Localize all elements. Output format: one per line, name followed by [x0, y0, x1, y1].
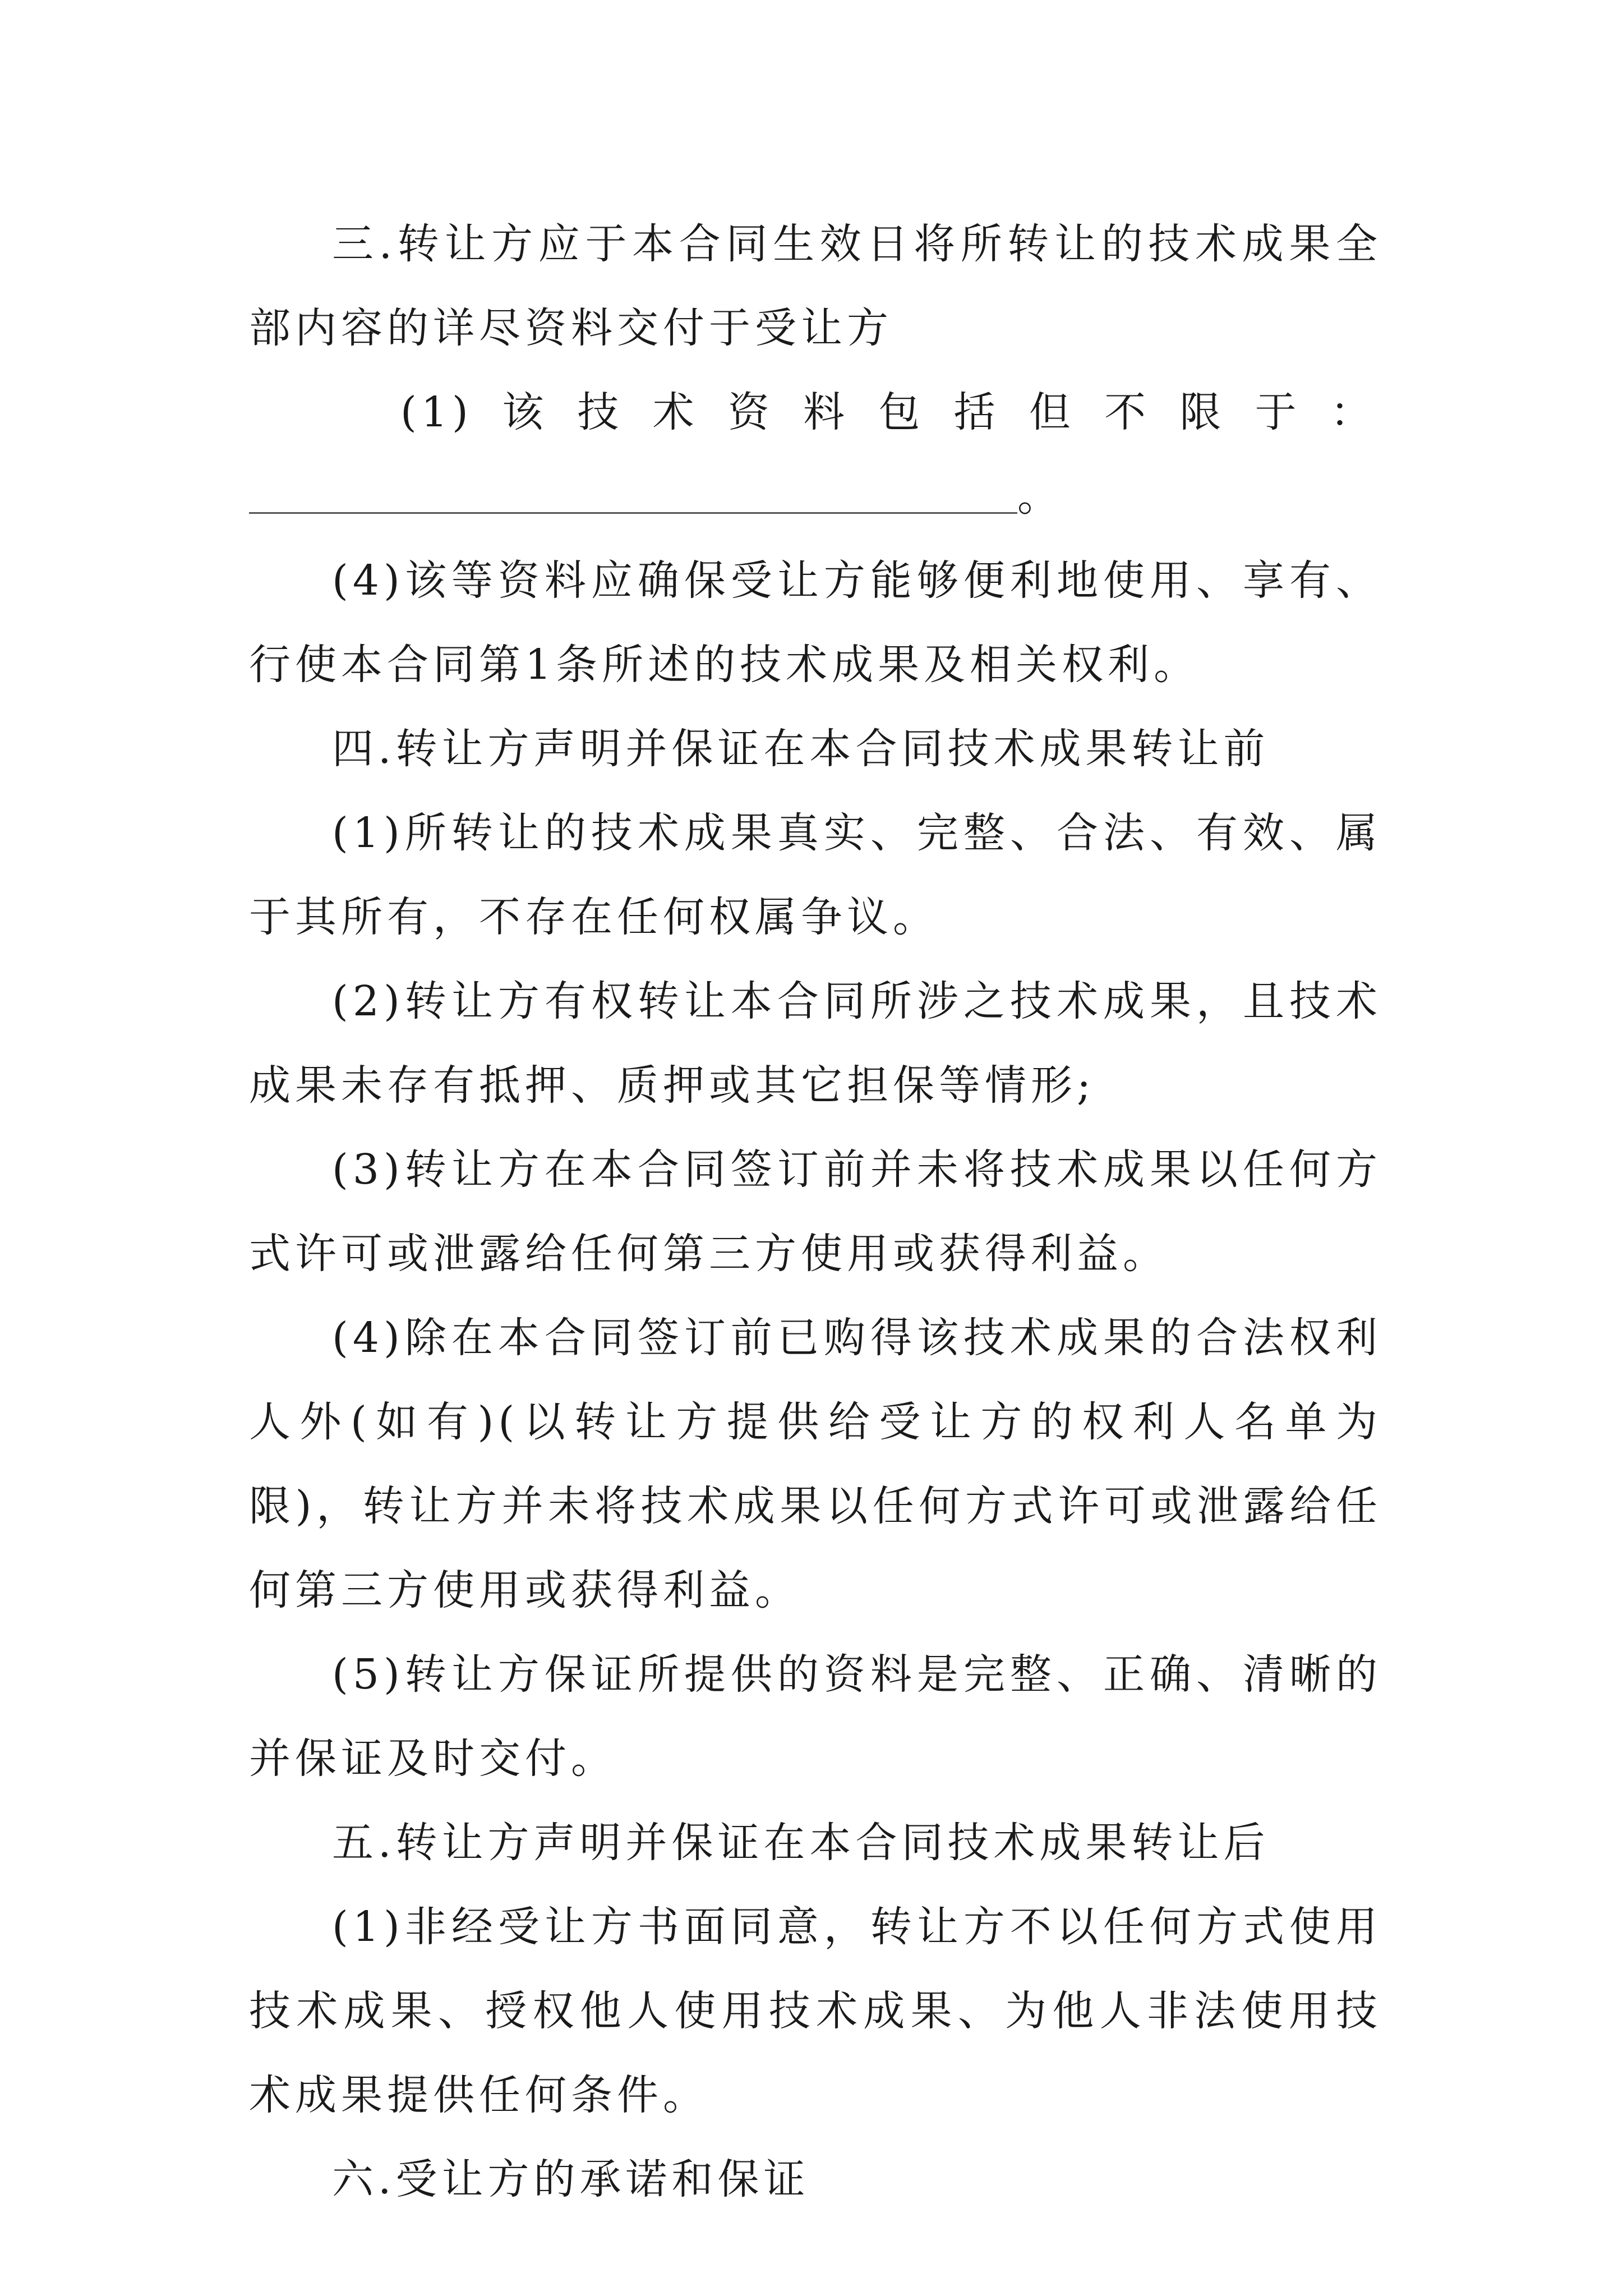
item-1-char: 料 — [803, 388, 850, 436]
blank-period: 。 — [1017, 472, 1063, 521]
item-1-line — [249, 370, 1382, 454]
paragraph-section-4-item-4: (4)除在本合同签订前已购得该技术成果的合法权利人外(如有)(以转让方提供给受让方的权利人名单为限)，转让方并未将技术成果以任何方式许可或泄露给任何第三方使用或获得利益。 — [249, 1314, 1382, 1614]
item-1-char: 该 — [502, 388, 548, 436]
item-1-char: 包 — [878, 388, 925, 436]
item-1-char: 资 — [727, 388, 774, 436]
paragraph-section-5: 五.转让方声明并保证在本合同技术成果转让后 — [332, 1819, 1270, 1867]
item-1-char: 限 — [1179, 388, 1226, 436]
paragraph-section-4-item-1: (1)所转让的技术成果真实、完整、合法、有效、属于其所有，不存在任何权属争议。 — [249, 809, 1382, 941]
item-1-char: (1) — [400, 388, 473, 436]
item-1-char: 括 — [953, 388, 1000, 436]
paragraph-section-4-item-3: (3)转让方在本合同签订前并未将技术成果以任何方式许可或泄露给任何第三方使用或获得利益。 — [249, 1145, 1382, 1278]
fill-in-blank-line — [249, 477, 1017, 514]
paragraph-section-6: 六.受让方的承诺和保证 — [332, 2155, 810, 2203]
paragraph-section-4-item-2: (2)转让方有权转让本合同所涉之技术成果，且技术成果未存有抵押、质押或其它担保等情形; — [249, 977, 1382, 1110]
item-1-char: ： — [1330, 388, 1376, 436]
paragraph-item-4-materials: (4)该等资料应确保受让方能够便利地使用、享有、行使本合同第1条所述的技术成果及相关权利。 — [249, 556, 1382, 689]
item-1-char: 不 — [1104, 388, 1151, 436]
paragraph-section-4: 四.转让方声明并保证在本合同技术成果转让前 — [332, 725, 1270, 773]
paragraph-section-4-item-5: (5)转让方保证所提供的资料是完整、正确、清晰的并保证及时交付。 — [249, 1650, 1382, 1783]
paragraph-section-3: 三.转让方应于本合同生效日将所转让的技术成果全部内容的详尽资料交付于受让方 — [249, 220, 1382, 352]
item-1-char: 术 — [652, 388, 699, 436]
item-1-char: 于 — [1255, 388, 1301, 436]
document-body — [249, 202, 1382, 2221]
item-1-char: 但 — [1029, 388, 1075, 436]
fill-in-blank-row — [249, 454, 1382, 539]
item-1-char: 技 — [577, 388, 624, 436]
paragraph-section-5-item-1: (1)非经受让方书面同意，转让方不以任何方式使用技术成果、授权他人使用技术成果、为他人非法使用技术成果提供任何条件。 — [249, 1903, 1382, 2119]
